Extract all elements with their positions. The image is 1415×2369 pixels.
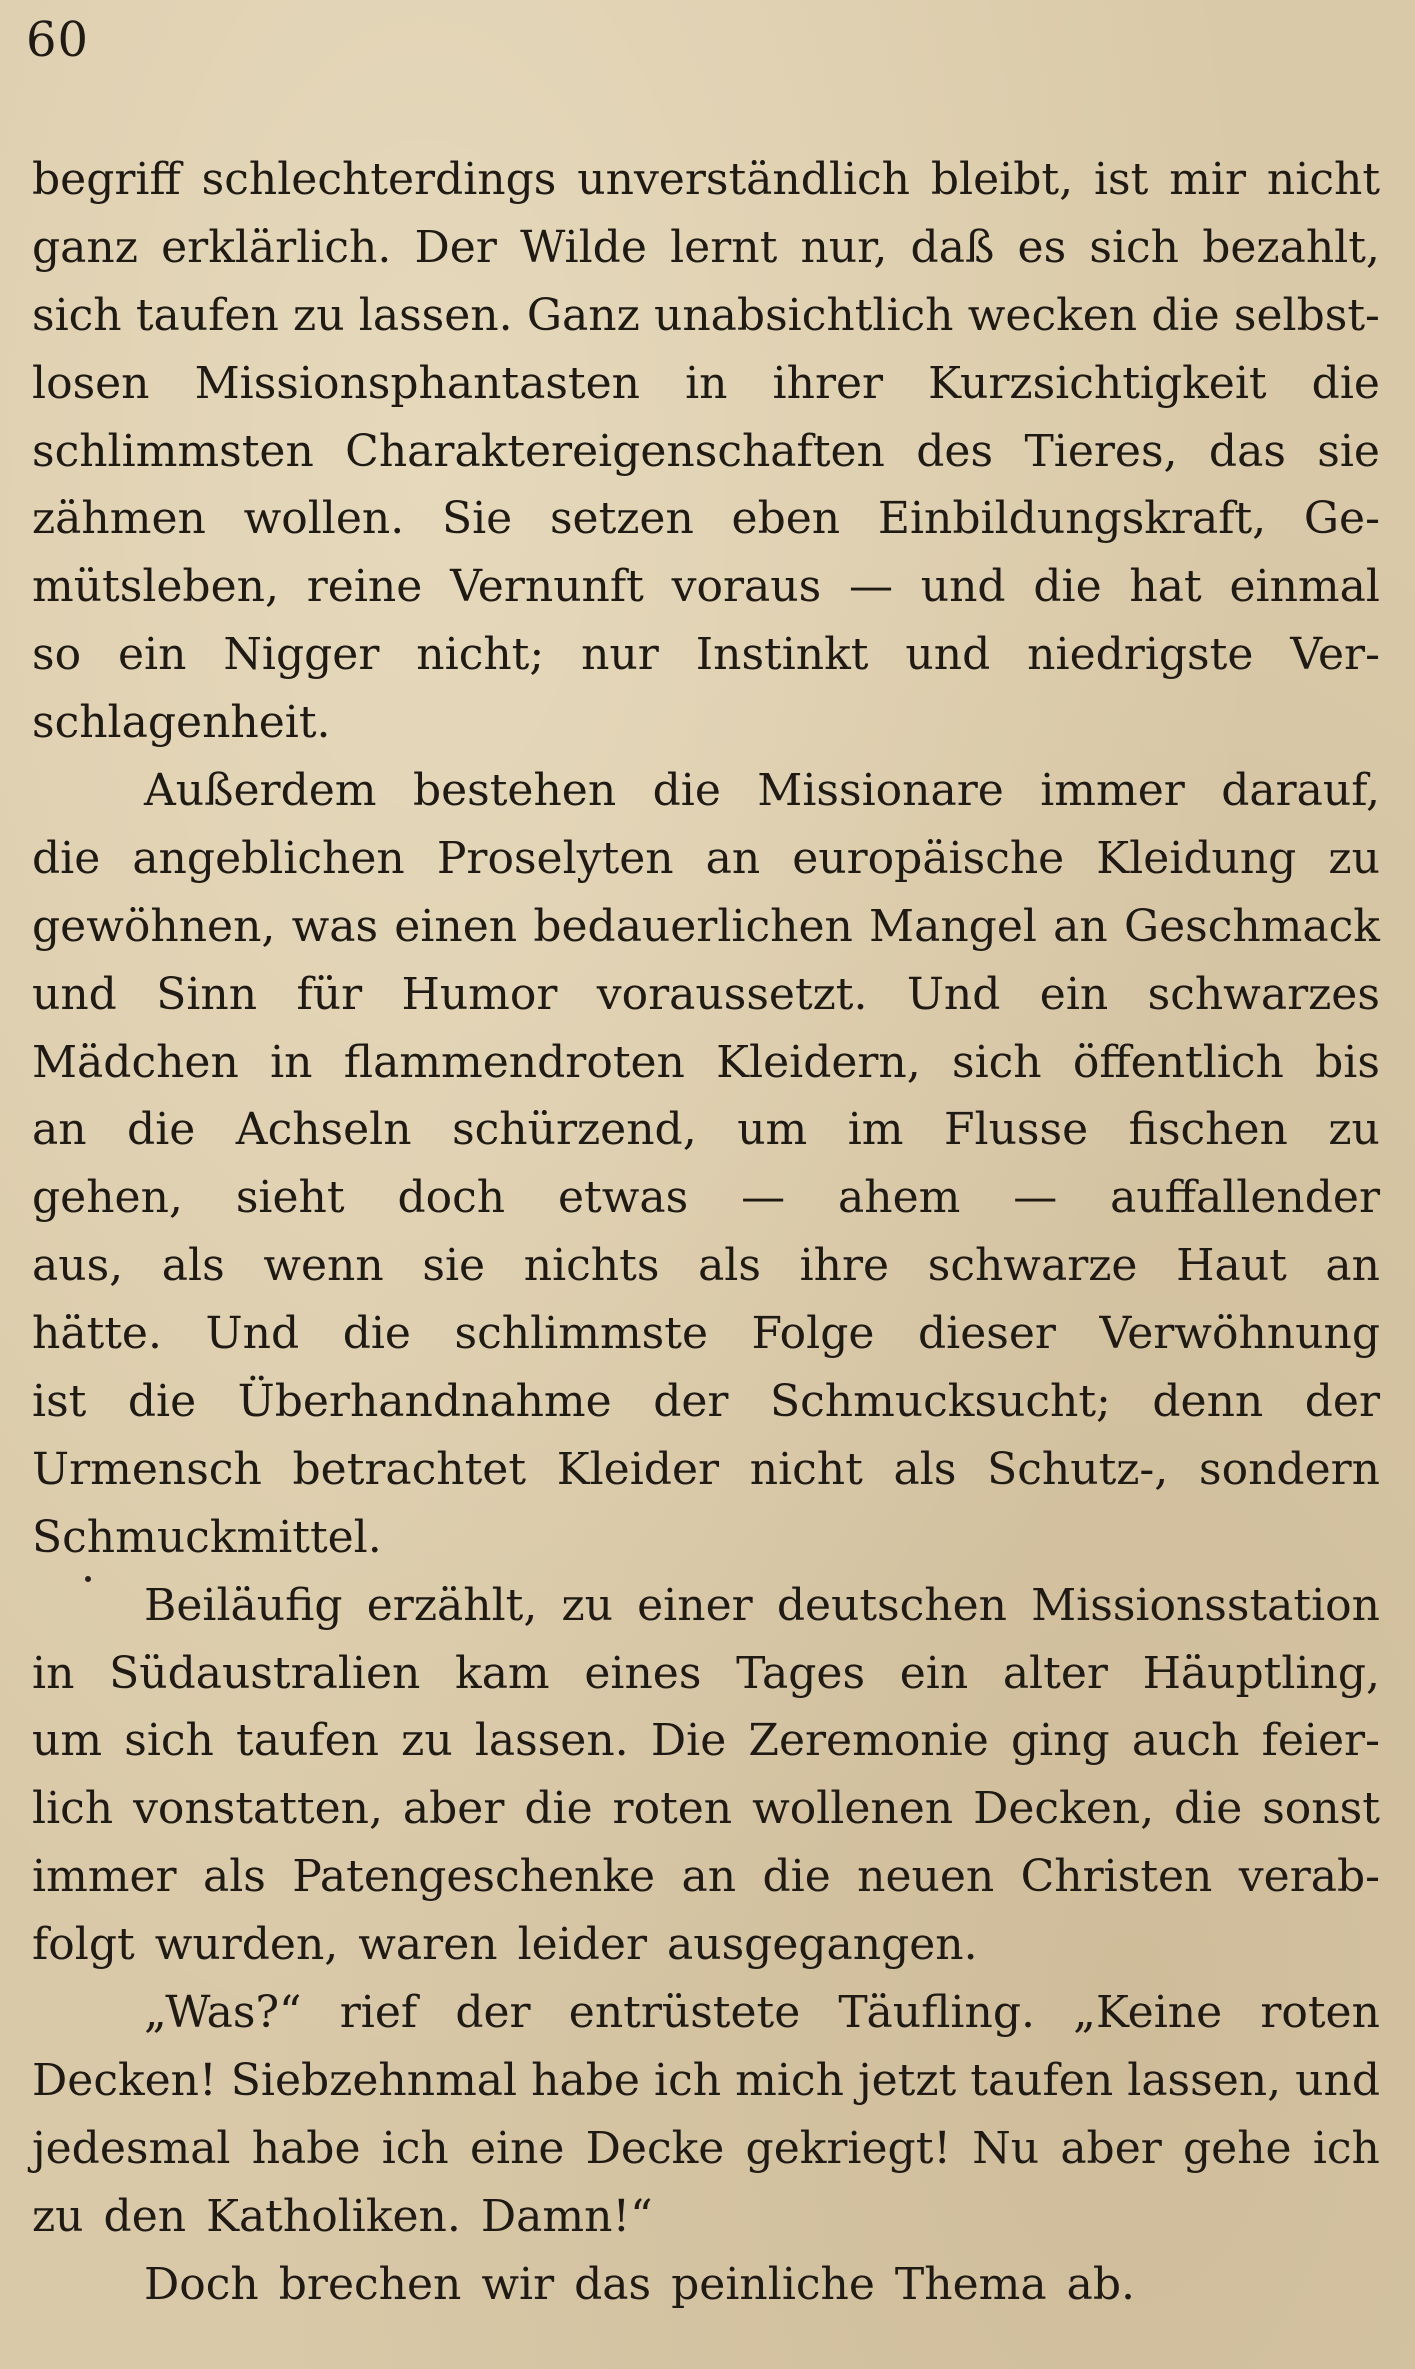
word: hat bbox=[1129, 561, 1202, 613]
word: voraussetzt. bbox=[596, 968, 868, 1020]
word: und bbox=[32, 968, 117, 1020]
word: an bbox=[32, 1104, 87, 1156]
text-line bbox=[32, 689, 1380, 757]
word: Außerdem bbox=[144, 765, 377, 817]
word: auffallender bbox=[1110, 1172, 1380, 1224]
text-line bbox=[32, 757, 1380, 825]
word: Verwöhnung bbox=[1099, 1308, 1380, 1360]
word: sie bbox=[1317, 425, 1380, 477]
word: in bbox=[32, 1647, 75, 1699]
text-line bbox=[32, 214, 1380, 282]
word: daß bbox=[910, 221, 995, 273]
text-line bbox=[32, 1096, 1380, 1164]
text-line bbox=[32, 350, 1380, 418]
word: Schutz-, bbox=[987, 1443, 1169, 1495]
text-line bbox=[32, 961, 1380, 1029]
word: sondern bbox=[1199, 1443, 1380, 1495]
word: die bbox=[342, 1308, 411, 1360]
word: als bbox=[893, 1443, 957, 1495]
word: Humor bbox=[401, 968, 558, 1020]
word: Sinn bbox=[156, 968, 258, 1020]
word: als bbox=[698, 1240, 761, 1292]
word: an bbox=[1053, 900, 1108, 952]
word: Kleider bbox=[556, 1443, 720, 1495]
word: die bbox=[524, 1783, 593, 1835]
word: das bbox=[1208, 425, 1286, 477]
word: Und bbox=[906, 968, 1001, 1020]
text-line bbox=[32, 1640, 1380, 1708]
text-line bbox=[32, 1775, 1380, 1843]
word: zähmen bbox=[32, 493, 206, 545]
word: Ganz bbox=[526, 289, 640, 341]
word: habe bbox=[531, 2054, 640, 2106]
word: Häuptling, bbox=[1142, 1647, 1380, 1699]
word: taufen bbox=[236, 1715, 379, 1767]
word: selbst- bbox=[1233, 289, 1380, 341]
word: flammendroten bbox=[343, 1036, 685, 1088]
word: Zeremonie bbox=[748, 1715, 989, 1767]
word: eine bbox=[469, 2122, 565, 2174]
text-line bbox=[32, 485, 1380, 553]
word: jedesmal bbox=[32, 2122, 231, 2174]
word: vonstatten, bbox=[133, 1783, 383, 1835]
word: Patengeschenke bbox=[292, 1851, 656, 1903]
word: Kleidung bbox=[1096, 832, 1297, 884]
word: denn bbox=[1152, 1376, 1264, 1428]
word: um bbox=[737, 1104, 808, 1156]
word: immer bbox=[32, 1851, 177, 1903]
word: einer bbox=[637, 1579, 753, 1631]
word: der bbox=[1304, 1376, 1380, 1428]
word: schlimmste bbox=[454, 1308, 708, 1360]
word: sich bbox=[124, 1715, 214, 1767]
word: Kurzsichtigkeit bbox=[928, 357, 1267, 409]
word: Christen bbox=[1020, 1851, 1213, 1903]
word: das bbox=[574, 2258, 652, 2310]
word: ich bbox=[1312, 2122, 1380, 2174]
word: nicht bbox=[1266, 154, 1380, 205]
text-line bbox=[32, 1843, 1380, 1911]
word: Thema bbox=[894, 2258, 1047, 2310]
word: ging bbox=[1010, 1715, 1110, 1767]
word: ich bbox=[654, 2054, 722, 2106]
word: Geschmack bbox=[1123, 900, 1380, 952]
word: eben bbox=[731, 493, 841, 545]
word: mir bbox=[1169, 154, 1247, 205]
word: mich bbox=[735, 2054, 844, 2106]
word: die bbox=[762, 1851, 831, 1903]
word: zu bbox=[1328, 832, 1380, 884]
word: bedauerlichen bbox=[533, 900, 853, 952]
text-line bbox=[32, 621, 1380, 689]
word: roten bbox=[612, 1783, 733, 1835]
word: unabsichtlich bbox=[654, 289, 954, 341]
word: zu bbox=[293, 289, 345, 341]
word: in bbox=[270, 1036, 313, 1088]
word: Urmensch bbox=[32, 1443, 262, 1495]
word: eines bbox=[584, 1647, 702, 1699]
word: als bbox=[203, 1851, 266, 1903]
word: lich bbox=[32, 1783, 114, 1835]
word: bleibt, bbox=[930, 154, 1074, 205]
word: die bbox=[1311, 357, 1380, 409]
word: taufen bbox=[135, 289, 279, 341]
word: hätte. bbox=[32, 1308, 162, 1360]
word: schwarzes bbox=[1147, 968, 1380, 1020]
word: ahem bbox=[838, 1172, 961, 1224]
word: roten bbox=[1260, 1987, 1380, 2039]
word: doch bbox=[397, 1172, 506, 1224]
word: zu bbox=[32, 2190, 84, 2242]
word: der bbox=[455, 1987, 531, 2039]
word: etwas bbox=[557, 1172, 689, 1224]
word: an bbox=[705, 832, 761, 884]
word: betrachtet bbox=[292, 1443, 527, 1495]
word: aber bbox=[1060, 2122, 1162, 2174]
word: dieser bbox=[918, 1308, 1056, 1360]
word: gekriegt! bbox=[745, 2122, 952, 2174]
word: sonst bbox=[1262, 1783, 1380, 1835]
word: bezahlt, bbox=[1202, 221, 1380, 273]
word: setzen bbox=[549, 493, 694, 545]
word: Instinkt bbox=[695, 629, 869, 681]
word: aber bbox=[402, 1783, 505, 1835]
word: Sie bbox=[441, 493, 513, 545]
word: „Was?“ bbox=[144, 1987, 302, 2039]
word: rief bbox=[339, 1987, 418, 2039]
word: und bbox=[905, 629, 991, 681]
text-line bbox=[32, 825, 1380, 893]
word: ab. bbox=[1066, 2258, 1135, 2310]
word: taufen bbox=[970, 2054, 1114, 2106]
word: mütsleben, bbox=[32, 561, 279, 613]
word: Missionare bbox=[757, 765, 1004, 817]
word: Ver- bbox=[1290, 629, 1380, 681]
word: habe bbox=[251, 2122, 361, 2174]
text-line bbox=[32, 418, 1380, 486]
word: zu bbox=[1328, 1104, 1380, 1156]
word: und bbox=[920, 561, 1006, 613]
word: reine bbox=[306, 561, 423, 613]
word: nichts bbox=[523, 1240, 660, 1292]
text-line bbox=[32, 146, 1380, 214]
word: Wilde bbox=[520, 221, 647, 273]
word: bis bbox=[1315, 1036, 1380, 1088]
word: als bbox=[161, 1240, 225, 1292]
word: Vernunft bbox=[450, 561, 644, 613]
word: lernt bbox=[670, 221, 778, 273]
word: Nu bbox=[972, 2122, 1040, 2174]
word: Einbildungskraft, bbox=[877, 493, 1267, 545]
word: wurden, bbox=[154, 1919, 339, 1971]
word: die bbox=[127, 1104, 196, 1156]
word: sich bbox=[32, 289, 122, 341]
word: neuen bbox=[857, 1851, 995, 1903]
text-line bbox=[32, 2183, 1380, 2251]
word: zu bbox=[401, 1715, 453, 1767]
body-text bbox=[32, 146, 1380, 2319]
word: die bbox=[1174, 1783, 1243, 1835]
word: Mangel bbox=[869, 900, 1037, 952]
word: und bbox=[1295, 2054, 1380, 2106]
word: auch bbox=[1131, 1715, 1240, 1767]
word: darauf, bbox=[1221, 765, 1380, 817]
word: Proselyten bbox=[436, 832, 674, 884]
word: Siebzehnmal bbox=[230, 2054, 518, 2106]
word: ein bbox=[1039, 968, 1109, 1020]
word: Schmuckmittel. bbox=[32, 1511, 382, 1563]
text-line bbox=[32, 2251, 1380, 2319]
word: um bbox=[32, 1715, 103, 1767]
word: waren bbox=[358, 1919, 498, 1971]
word: einmal bbox=[1229, 561, 1380, 613]
word: in bbox=[685, 357, 728, 409]
word: ihrer bbox=[772, 357, 884, 409]
word: sieht bbox=[235, 1172, 345, 1224]
word: angeblichen bbox=[132, 832, 405, 884]
word: schürzend, bbox=[452, 1104, 697, 1156]
word: ausgegangen. bbox=[667, 1919, 978, 1971]
word: Decken, bbox=[973, 1783, 1155, 1835]
word: Achseln bbox=[235, 1104, 412, 1156]
text-line bbox=[32, 1572, 1380, 1640]
word: ich bbox=[381, 2122, 449, 2174]
word: brechen bbox=[278, 2258, 462, 2310]
word: — bbox=[741, 1172, 786, 1224]
text-line bbox=[32, 1979, 1380, 2047]
word: Missionsstation bbox=[1031, 1579, 1380, 1631]
word: aus, bbox=[32, 1240, 124, 1292]
word: wecken bbox=[967, 289, 1138, 341]
text-line bbox=[32, 1029, 1380, 1097]
word: begriff bbox=[32, 154, 181, 205]
word: Haut bbox=[1176, 1240, 1287, 1292]
word: ist bbox=[1093, 154, 1149, 205]
word: gehen, bbox=[32, 1172, 183, 1224]
word: Flusse bbox=[943, 1104, 1089, 1156]
word: die bbox=[1033, 561, 1102, 613]
word: nicht bbox=[749, 1443, 863, 1495]
word: Doch bbox=[144, 2258, 259, 2310]
word: Täufling. bbox=[838, 1987, 1035, 2039]
word: erklärlich. bbox=[161, 221, 392, 273]
text-line bbox=[32, 553, 1380, 621]
word: „Keine bbox=[1073, 1987, 1223, 2039]
word: der bbox=[653, 1376, 729, 1428]
word: des bbox=[916, 425, 994, 477]
word: Damn!“ bbox=[480, 2190, 653, 2242]
word: Tieres, bbox=[1024, 425, 1178, 477]
word: voraus bbox=[671, 561, 822, 613]
word: nicht; bbox=[416, 629, 545, 681]
word: Kleidern, bbox=[716, 1036, 921, 1088]
word: feier- bbox=[1261, 1715, 1380, 1767]
word: leider bbox=[517, 1919, 647, 1971]
word: erzählt, bbox=[366, 1579, 538, 1631]
word: ihre bbox=[799, 1240, 890, 1292]
text-line bbox=[32, 282, 1380, 350]
word: alter bbox=[1002, 1647, 1108, 1699]
word: den bbox=[103, 2190, 187, 2242]
word: sie bbox=[422, 1240, 486, 1292]
word: schlagenheit. bbox=[32, 697, 331, 749]
word: deutschen bbox=[776, 1579, 1007, 1631]
word: immer bbox=[1040, 765, 1185, 817]
text-line bbox=[32, 1300, 1380, 1368]
word: Folge bbox=[751, 1308, 875, 1360]
text-line bbox=[32, 2115, 1380, 2183]
word: Die bbox=[650, 1715, 727, 1767]
word: lassen, bbox=[1127, 2054, 1282, 2106]
word: die bbox=[1151, 289, 1220, 341]
word: im bbox=[847, 1104, 904, 1156]
word: Katholiken. bbox=[206, 2190, 461, 2242]
word: sich bbox=[952, 1036, 1042, 1088]
word: nur bbox=[581, 629, 659, 681]
word: einen bbox=[394, 900, 518, 952]
word: sich bbox=[1089, 221, 1180, 273]
word: zu bbox=[561, 1579, 613, 1631]
word: die bbox=[652, 765, 721, 817]
word: folgt bbox=[32, 1919, 135, 1971]
word: ein bbox=[118, 629, 187, 681]
word: so bbox=[32, 629, 82, 681]
word: Tages bbox=[736, 1647, 866, 1699]
word: Schmucksucht; bbox=[769, 1376, 1111, 1428]
word: Überhandnahme bbox=[237, 1376, 612, 1428]
word: wir bbox=[481, 2258, 555, 2310]
word: die bbox=[127, 1376, 197, 1428]
word: fischen bbox=[1128, 1104, 1288, 1156]
word: nur, bbox=[800, 221, 888, 273]
text-line bbox=[32, 1232, 1380, 1300]
text-line bbox=[32, 1707, 1380, 1775]
text-line bbox=[32, 1164, 1380, 1232]
word: es bbox=[1017, 221, 1067, 273]
word: wollenen bbox=[752, 1783, 954, 1835]
word: ganz bbox=[32, 221, 138, 273]
word: lassen. bbox=[358, 289, 513, 341]
page-number: 60 bbox=[26, 12, 90, 68]
word: Charaktereigenschaften bbox=[345, 425, 885, 477]
word: schlechterdings bbox=[201, 154, 557, 205]
word: unverständlich bbox=[577, 154, 910, 205]
word: jetzt bbox=[857, 2054, 957, 2106]
word: Decken! bbox=[32, 2054, 217, 2106]
word: ist bbox=[32, 1376, 87, 1428]
word: verab- bbox=[1238, 1851, 1380, 1903]
word: bestehen bbox=[412, 765, 617, 817]
word: öffentlich bbox=[1072, 1036, 1284, 1088]
word: losen bbox=[32, 357, 150, 409]
word: wollen. bbox=[243, 493, 405, 545]
word: Nigger bbox=[223, 629, 380, 681]
word: schwarze bbox=[927, 1240, 1138, 1292]
word: die bbox=[32, 832, 101, 884]
word: — bbox=[1013, 1172, 1058, 1224]
word: Ge- bbox=[1303, 493, 1380, 545]
text-line bbox=[32, 893, 1380, 961]
word: was bbox=[291, 900, 379, 952]
word: — bbox=[848, 561, 893, 613]
word: Missionsphantasten bbox=[194, 357, 640, 409]
word: an bbox=[1325, 1240, 1380, 1292]
word: Und bbox=[205, 1308, 300, 1360]
word: Beiläufig bbox=[144, 1579, 343, 1631]
word: ein bbox=[899, 1647, 969, 1699]
word: lassen. bbox=[474, 1715, 629, 1767]
word: europäische bbox=[792, 832, 1065, 884]
word: kam bbox=[455, 1647, 550, 1699]
word: Mädchen bbox=[32, 1036, 239, 1088]
word: Südaustralien bbox=[109, 1647, 421, 1699]
word: an bbox=[681, 1851, 737, 1903]
word: niedrigste bbox=[1027, 629, 1254, 681]
word: wenn bbox=[263, 1240, 384, 1292]
word: entrüstete bbox=[568, 1987, 801, 2039]
word: gewöhnen, bbox=[32, 900, 276, 952]
word: für bbox=[296, 968, 363, 1020]
word: peinliche bbox=[671, 2258, 875, 2310]
text-line bbox=[32, 1368, 1380, 1436]
word: schlimmsten bbox=[32, 425, 314, 477]
text-line bbox=[32, 1911, 1380, 1979]
word: gehe bbox=[1183, 2122, 1292, 2174]
text-line bbox=[32, 1436, 1380, 1504]
text-line bbox=[32, 2047, 1380, 2115]
word: Decke bbox=[585, 2122, 725, 2174]
word: Der bbox=[414, 221, 497, 273]
text-line bbox=[32, 1504, 1380, 1572]
